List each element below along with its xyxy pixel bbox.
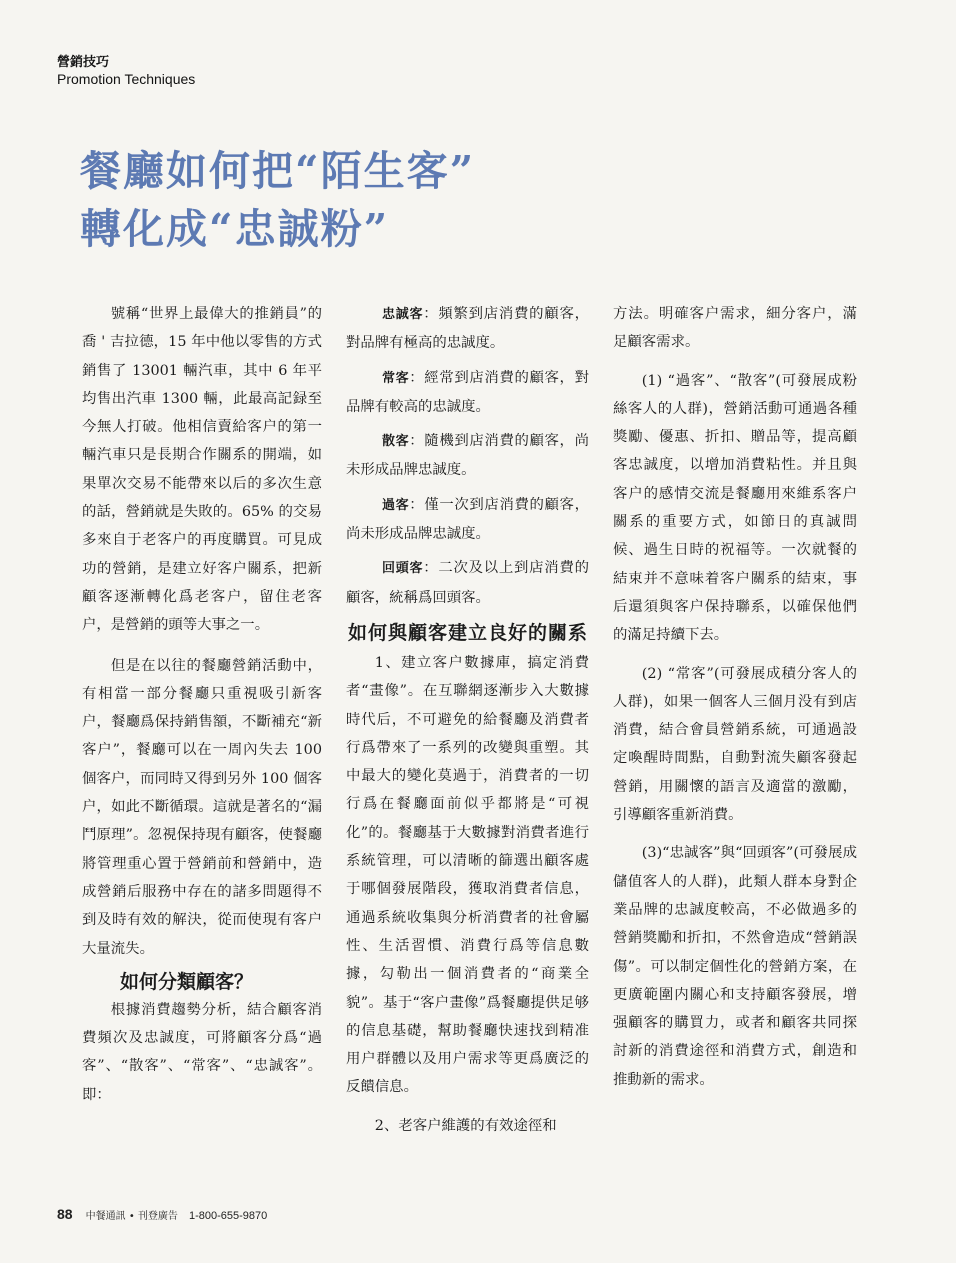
term-desc: ：二次及以上到店消費的顧客，統稱爲回頭客。	[346, 560, 589, 606]
column-1	[82, 300, 322, 1109]
term-label: 忠誠客	[382, 307, 424, 322]
term-desc: ：頻繁到店消費的顧客，對品牌有極高的忠誠度。	[346, 306, 589, 352]
column-3	[613, 300, 857, 1094]
term-label: 常客	[382, 370, 410, 386]
subheading-build-relationship: 如何與顧客建立良好的關系	[348, 621, 589, 644]
paragraph: (1) “過客”、“散客”(可發展成粉絲客人的人群)，營銷活動可通過各種獎勵、優惠、折扣、贈品等，提高顧客忠誠度，以增加消費粘性。并且與客户的感情交流是餐廳用來維系客户關系的重要方式，如節日的真誠問候、過生日時的祝福等。一次就餐的結束并不意味着客户關系的結束，事后還須與客户保持聯系，以確保他們的滿足持續下去。	[613, 372, 857, 644]
term-desc: ：隨機到店消費的顧客，尚未形成品牌忠誠度。	[346, 433, 589, 479]
column-2	[346, 300, 589, 1140]
article-title	[80, 142, 475, 258]
term-label: 過客	[382, 497, 410, 513]
section-label-en: Promotion Techniques	[57, 71, 196, 87]
paragraph: 根據消費趨勢分析，結合顧客消費頻次及忠誠度，可將顧客分爲“過客”、“散客”、“常客”、“忠誠客”。即：	[82, 1001, 322, 1103]
term-label: 回頭客	[382, 561, 424, 577]
magazine-name: 中餐通訊 • 刊登廣告	[85, 1211, 178, 1222]
section-header	[57, 54, 195, 87]
term-definition	[346, 491, 589, 549]
title-line-2: 轉化成“忠誠粉”	[80, 205, 390, 253]
paragraph: (3)“忠誠客”與“回頭客”(可發展成儲值客人的人群)，此類人群本身對企業品牌的忠誠度較高，不必做過多的營銷獎勵和折扣，不然會造成“營銷誤傷”。可以制定個性化的營銷方案，在更廣範圍内關心和支持顧客發展，增强顧客的購買力，或者和顧客共同探討新的消費途徑和消費方式，創造和推動新的需求。	[613, 845, 857, 1088]
term-desc: ：經常到店消費的顧客，對品牌有較高的忠誠度。	[346, 369, 589, 415]
title-line-1: 餐廳如何把“陌生客”	[80, 147, 476, 195]
paragraph: 2、老客户維護的有效途徑和	[374, 1117, 557, 1134]
page-number: 88	[57, 1206, 73, 1222]
term-definition	[346, 300, 589, 358]
term-desc: ：僅一次到店消費的顧客，尚未形成品牌忠誠度。	[346, 496, 589, 543]
subheading-classify-customers: 如何分類顧客？	[120, 970, 254, 993]
paragraph: (2) “常客”(可發展成積分客人的人群)，如果一個客人三個月没有到店消費，結合會員營銷系統，可通過設定喚醒時間點，自動對流失顧客發起營銷，用關懷的語言及適當的激勵，引導顧客重新消費。	[613, 665, 857, 824]
section-label-zh: 營銷技巧	[57, 55, 110, 70]
term-definition	[346, 554, 589, 612]
paragraph: 但是在以往的餐廳營銷活動中，有相當一部分餐廳只重視吸引新客户，餐廳爲保持銷售額，不斷補充“新客户”，餐廳可以在一周內失去 100 個客户，而同時又得到另外 100 個客户，如此不斷循環。這就是著名的“漏鬥原理”。忽視保持現有顧客，使餐廳將管理重心置于營銷前和營銷中，造成營銷后服務中存在的諸多問題得不到及時有效的解決，從而使現有客户大量流失。	[82, 657, 322, 957]
term-label: 散客	[382, 434, 410, 450]
term-definition	[346, 364, 589, 422]
paragraph: 1、建立客户數據庫，搞定消費者“畫像”。在互聯網逐漸步入大數據時代后，不可避免的給餐廳及消費者行爲帶來了一系列的改變與重塑。其中最大的變化莫過于，消費者的一切行爲在餐廳面前似乎都將是“可視化”的。餐廳基于大數據對消費者進行系統管理，可以清晰的篩選出顧客處于哪個發展階段，獲取消費者信息，通過系統收集與分析消費者的社會屬性、生活習慣、消費行爲等信息數據，勾勒出一個消費者的“商業全貌”。基于“客户畫像”爲餐廳提供足够的信息基礎，幫助餐廳快速找到精准用户群體以及用户需求等更爲廣泛的反饋信息。	[346, 654, 589, 1096]
term-definition	[346, 427, 589, 485]
paragraph: 號稱“世界上最偉大的推銷員”的喬 ' 吉拉德，15 年中他以零售的方式銷售了 13001 輛汽車，其中 6 年平均售出汽車 1300 輛，此最高記録至今無人打破。他相信賣給客户的第一輛汽車只是長期合作關系的開端，如果單次交易不能帶來以后的多次生意的話，營銷就是失敗的。65% 的交易多來自于老客户的再度購買。可見成功的營銷，是建立好客户關系，把新顧客逐漸轉化爲老客户，留住老客户，是營銷的頭等大事之一。	[82, 306, 322, 634]
paragraph: 方法。明確客户需求，細分客户，滿足顧客需求。	[613, 306, 857, 351]
page-footer	[57, 1206, 267, 1222]
phone-number: 1-800-655-9870	[188, 1210, 268, 1222]
